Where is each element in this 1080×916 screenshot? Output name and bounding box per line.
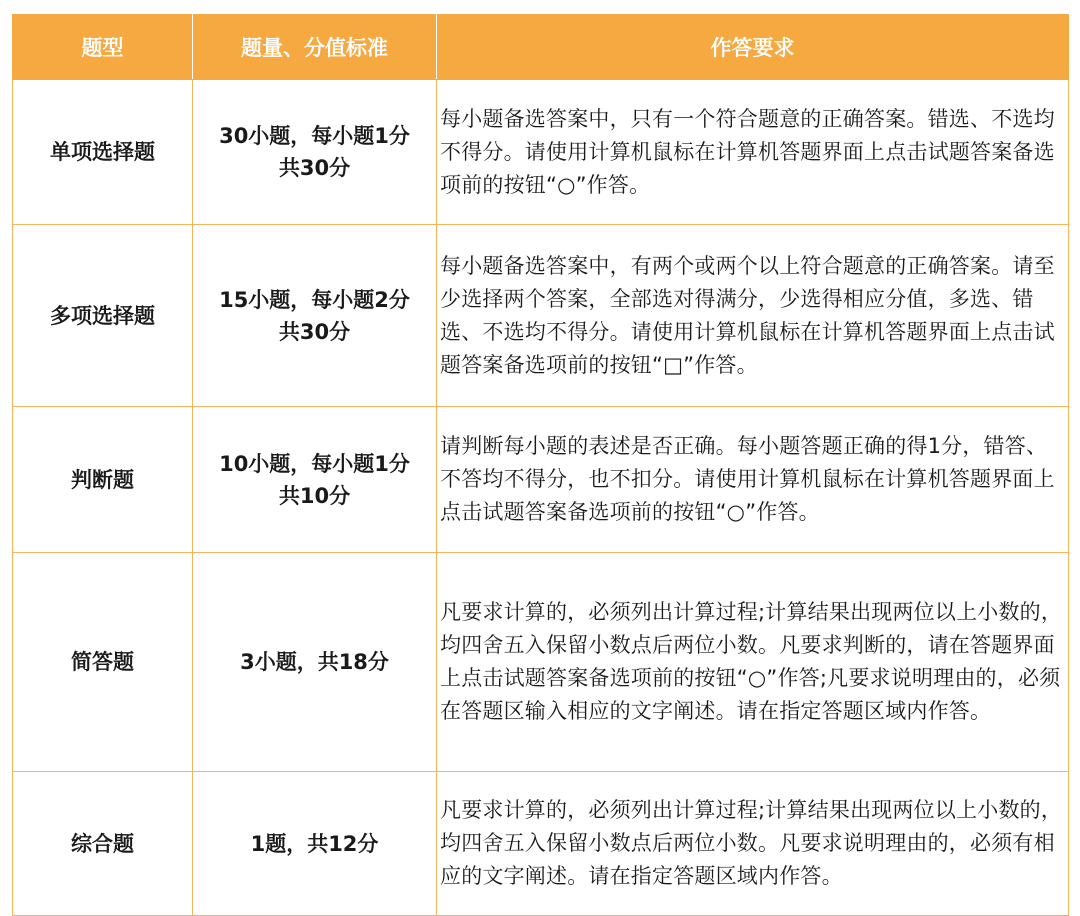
table-row-comprehensive — [13, 772, 1069, 916]
score-cell — [193, 407, 437, 553]
table-body — [13, 80, 1069, 916]
score-cell — [193, 80, 437, 225]
header-question-type: 题型 — [13, 15, 193, 80]
score-line-1: 3小题，共18分 — [240, 650, 389, 674]
header-row — [13, 15, 1069, 80]
score-line-1: 30小题，每小题1分 — [219, 124, 410, 148]
table-row-true-false — [13, 407, 1069, 553]
requirement-cell: 凡要求计算的，必须列出计算过程;计算结果出现两位以上小数的，均四舍五入保留小数点后两位小数。凡要求判断的，请在答题界面上点击试题答案备选项前的按钮“○”作答;凡要求说明理由的，必须在答题区输入相应的文字阐述。请在指定答题区域内作答。 — [437, 553, 1069, 772]
question-type-cell: 多项选择题 — [13, 225, 193, 407]
score-line-1: 10小题，每小题1分 — [219, 451, 410, 476]
requirement-cell: 凡要求计算的，必须列出计算过程;计算结果出现两位以上小数的，均四舍五入保留小数点后两位小数。凡要求说明理由的，必须有相应的文字阐述。请在指定答题区域内作答。 — [437, 772, 1069, 916]
requirement-cell: 请判断每小题的表述是否正确。每小题答题正确的得1分，错答、不答均不得分，也不扣分。请使用计算机鼠标在计算机答题界面上点击试题答案备选项前的按钮“○”作答。 — [437, 407, 1069, 553]
score-line-1: 1题，共12分 — [250, 831, 379, 856]
question-type-cell: 单项选择题 — [13, 80, 193, 225]
header-quantity-score: 题量、分值标准 — [193, 15, 437, 80]
table-row-short-answer — [13, 553, 1069, 772]
requirement-cell: 每小题备选答案中，只有一个符合题意的正确答案。错选、不选均不得分。请使用计算机鼠标在计算机答题界面上点击试题答案备选项前的按钮“○”作答。 — [437, 80, 1069, 225]
score-cell — [193, 225, 437, 407]
score-line-1: 15小题，每小题2分 — [219, 287, 410, 312]
score-line-2: 共10分 — [278, 483, 351, 508]
question-type-cell: 简答题 — [13, 553, 193, 772]
score-cell — [193, 553, 437, 772]
header-answer-requirements: 作答要求 — [437, 15, 1069, 80]
table-header — [13, 15, 1069, 80]
requirement-cell: 每小题备选答案中，有两个或两个以上符合题意的正确答案。请至少选择两个答案，全部选对得满分，少选得相应分值，多选、错选、不选均不得分。请使用计算机鼠标在计算机答题界面上点击试题答案备选项前的按钮“□”作答。 — [437, 225, 1069, 407]
question-type-cell: 综合题 — [13, 772, 193, 916]
question-type-cell: 判断题 — [13, 407, 193, 553]
exam-requirements-table — [12, 14, 1069, 916]
score-cell — [193, 772, 437, 916]
table-row-single-choice — [13, 80, 1069, 225]
score-line-2: 共30分 — [278, 156, 351, 180]
score-line-2: 共30分 — [278, 319, 351, 344]
table-row-multiple-choice — [13, 225, 1069, 407]
